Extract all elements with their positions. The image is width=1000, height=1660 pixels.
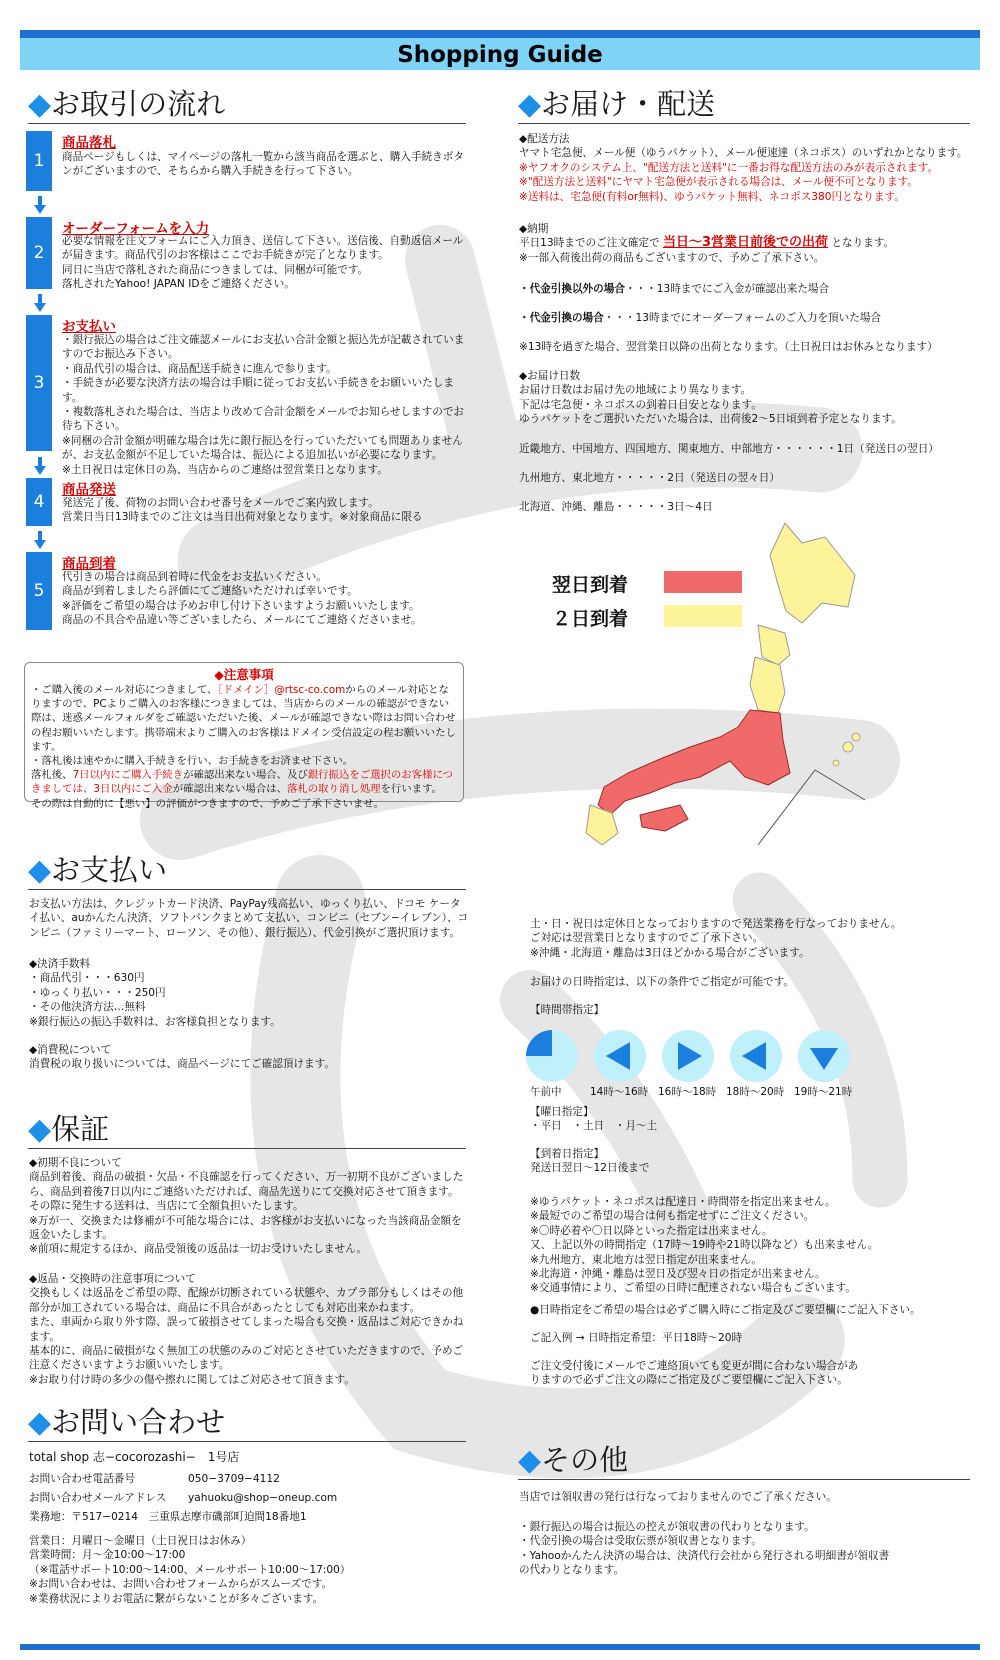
time-slot-pie-mark [526, 1030, 552, 1056]
flow-heading-text: お取引の流れ [51, 87, 226, 121]
notice-domain: ［ドメイン］@rtsc-co.com [217, 684, 346, 696]
notice-text: が確認出来ない場合、及び [183, 769, 308, 782]
other-receipt-list: ・銀行振込の場合は振込の控えが領収書の代わりとなります。 ・代金引換の場合は受取伝票が領収書となります。 ・Yahooかんたん決済の場合は、決済代行会社から発行される明細書が領収書の代わりとなります。 [519, 1521, 890, 1577]
warranty-return [29, 1272, 469, 1387]
other-heading [518, 1442, 970, 1480]
day-text: ・平日 ・土日 ・月〜土 [530, 1120, 658, 1133]
diamond-icon: ◆ [28, 1405, 52, 1440]
delivery-heading-text: お届け・配送 [541, 87, 716, 121]
top-bar [20, 30, 980, 38]
step-number: 3 [26, 315, 52, 451]
time-slot-label: 18時〜20時 [726, 1086, 785, 1098]
notice-red: 7日以内にご購入手続き [72, 769, 184, 782]
warranty-heading-text: 保証 [51, 1112, 110, 1146]
method-title: ◆配送方法 [519, 133, 570, 145]
step-number: 4 [26, 478, 52, 526]
time-slot-label: 16時〜18時 [658, 1086, 717, 1098]
flow-step-5 [26, 552, 466, 630]
schedule-example: ご記入例 → 日時指定希望：平日18時〜20時 [530, 1332, 743, 1344]
flow-step-3 [26, 315, 466, 476]
bottom-bar [20, 1644, 980, 1650]
diamond-icon: ◆ [518, 1443, 542, 1478]
diamond-icon: ◆ [28, 853, 52, 888]
notice-text: からのメール対応となりますので、PCよりご購入のお客様につきましては、当店からのメールの確認ができない際は、迷惑メールフォルダをご確認いただいた後、メールが確認できない際はお問い合わせの程お願いいたします。携帯端末よりご購入のお客様はドメイン受信設定の程お願いいたします。 ・落札後は速やかに購入手続きを行い、お手続きをお済ませ下さい。 落札後、 [31, 684, 456, 782]
warranty-initial [29, 1156, 469, 1257]
other-heading-text: その他 [541, 1443, 629, 1477]
down-arrow-icon [34, 196, 46, 214]
step-text: 必要な情報を注文フォームにご入力頂き、送信して下さい。送信後、自動返信メールが届きます。商品代引のお客様はここでお手続きが完了となります。 同日に当店で落札された商品につきましては、同梱が可能です。 落札されたYahoo! JAPAN IDをご連絡ください。 [62, 235, 464, 291]
warranty-b2: 交換もしくは返品をご希望の際、配線が切断されている状態や、カプラ部分もしくはその他部分が加工されている場合は、商品に不具合があったとしても対応出来かねます。 また、車両から取り外す際、誤って破損させてしまった場合も交換・返品はご対応できかねます。 基本的に、商品に破損がなく無加工の状態のみのご対応とさせていただきますので、予めご注意くださいますようお願いいたします。 ※お取り付け時の多少の傷や擦れに関してはご対応させて頂きます。 [29, 1287, 464, 1386]
step-title: 商品発送 [62, 482, 116, 498]
schedule-conditions: お届けの日時指定は、以下の条件でご指定が可能です。 [530, 976, 794, 988]
method-text: ヤマト宅急便、メール便（ゆうパケット）、メール便速達（ネコポス）のいずれかとなります。 [519, 147, 968, 160]
cod-other-text: ・・・13時までにご入金が確認出来た場合 [624, 283, 830, 295]
days-title: ◆お届け日数 [519, 370, 581, 382]
step-number: 2 [26, 217, 52, 289]
region-3: 北海道、沖縄、離島・・・・・3日〜4日 [519, 501, 713, 513]
schedule-intro: 土・日・祝日は定休日となっておりますので発送業務を行なっておりません。 ご対応は翌営業日となりますのでご了承下さい。 ※沖縄・北海道・離島は3日ほどかかる場合がございます。 [530, 918, 902, 959]
payment-fees [29, 957, 469, 1029]
notice-title: ◆注意事項 [214, 667, 274, 682]
time-slot-label: 午前中 [530, 1086, 562, 1098]
lead-text: となります。 [831, 237, 895, 250]
tel-number: 050−3709−4112 [188, 1473, 280, 1485]
notice-red: 銀行振込をご選択のお客様につきましては、3日以内にご入金 [31, 769, 454, 796]
after13-note: ※13時を過ぎた場合、翌営業日以降の出荷となります。（土日祝日はお休みとなります） [519, 341, 938, 353]
flow-step-4 [26, 478, 466, 526]
business-hours: 営業日：月曜日〜金曜日（土日祝日はお休み） 営業時間：月〜金10:00〜17:00 （※電話サポート10:00〜14:00、メールサポート10:00〜17:00） ※お問い合わせは、お問い合わせフォームからがスムーズです。 ※業務状況によりお電話に繋がらないことが多々ございます。 [29, 1535, 351, 1605]
japan-map [580, 515, 870, 845]
delivery-heading [518, 86, 970, 124]
diamond-icon: ◆ [518, 87, 542, 122]
pie-chart-row [524, 1028, 854, 1084]
notice-text: を行います。 その際は自動的に【悪い】の評価がつきますので、予めご了承下さいませ。 [31, 783, 443, 810]
warranty-heading [28, 1111, 466, 1149]
business-address: 業務地：〒517−0214 三重県志摩市磯部町迫間18番地1 [29, 1511, 307, 1523]
notice-text: ・ご購入後のメール対応につきまして、 [31, 684, 218, 696]
step-title: 商品落札 [62, 135, 116, 151]
region-1: 近畿地方、中国地方、四国地方、関東地方、中部地方・・・・・・1日（発送日の翌日） [519, 443, 939, 455]
diamond-icon: ◆ [28, 1112, 52, 1147]
schedule-receipt-note: ご注文受付後にメールでご連絡頂いても変更が間に合わない場合がありますので必ずご注文の際にご指定及びご要望欄にご記入下さい。 [530, 1360, 859, 1387]
notice-text: が確認出来ない場合は、 [172, 783, 287, 796]
delivery-method [519, 132, 969, 204]
warranty-t2: ◆返品・交換時の注意事項について [29, 1273, 196, 1285]
time-slot-label: 19時〜21時 [794, 1086, 853, 1098]
time-slot-icons [524, 1028, 854, 1098]
schedule-bullet: ●日時指定をご希望の場合は必ずご購入時にご指定及びご要望欄にご記入下さい。 [530, 1304, 921, 1316]
diamond-icon: ◆ [28, 87, 52, 122]
cod-label: ・代金引換の場合 [519, 312, 604, 324]
step-text: 商品ページもしくは、マイページの落札一覧から該当商品を選ぶと、購入手続きボタンがございますので、そちらから購入手続きを行って下さい。 [62, 151, 464, 178]
legend-next-day-label: 翌日到着 [552, 574, 629, 596]
mail-address[interactable]: yahuoku@shop−oneup.com [188, 1492, 338, 1504]
cod-other-line [519, 282, 969, 296]
step-number: 5 [26, 552, 52, 630]
fee-title: ◆決済手数料 [29, 958, 91, 970]
tel-label: お問い合わせ電話番号 [29, 1473, 135, 1485]
flow-step-2 [26, 217, 466, 289]
step-title: お支払い [62, 319, 116, 335]
arrive-text: 発送日翌日〜12日後まで [530, 1162, 650, 1175]
region-2: 九州地方、東北地方・・・・・2日（発送日の翌々日） [519, 472, 780, 484]
method-red: ※ヤフオクのシステム上、"配送方法と送料"に一番お得な配送方法のみが表示されます。 ※"配送方法と送料"にヤマト宅急便が表示される場合は、メール便不可となります。 ※送料は、宅急便(有料or無料)、ゆうパケット無料、ネコポス380円となります。 [519, 161, 938, 203]
shop-name: total shop 志−cocorozashi− 1号店 [29, 1450, 240, 1464]
payment-tax [29, 1043, 469, 1072]
mail-label: お問い合わせメールアドレス [29, 1492, 167, 1504]
arrive-title: 【到着日指定】 [530, 1148, 605, 1160]
notice-red: 落札の取り消し処理 [287, 783, 381, 796]
fee-text: ・商品代引・・・630円 ・ゆっくり払い・・・250円 ・その他決済方法…無料 ※銀行振込の振込手数料は、お客様負担となります。 [29, 972, 281, 1028]
days-text: お届け日数はお届け先の地域により異なります。 下記は宅急便・ネコポスの到着日目安となります。 ゆうパケットをご選択いただいた場合は、出荷後2〜5日頃到着予定となります。 [519, 384, 902, 426]
time-slot-label: 14時〜16時 [590, 1086, 649, 1098]
cod-text: ・・・13時までにオーダーフォームのご入力を頂いた場合 [603, 312, 882, 324]
step-title: 商品到着 [62, 556, 116, 572]
arrival-spec [530, 1147, 970, 1176]
warranty-t1: ◆初期不良について [29, 1157, 122, 1169]
legend-2day-label: ２日到着 [552, 608, 629, 630]
schedule-notes: ※ゆうパケット・ネコポスは配達日・時間帯を指定出来ません。 ※最短でのご希望の場合は何も指定せずにご注文ください。 ※〇時必着や〇日以降といった指定は出来ません。 又、上記以外の時間指定（17時〜19時や21時以降など）も出来ません。 ※九州地方、東北地方は翌日指定が出来ません。 ※北海道・沖縄・離島は翌日及び翌々日の指定が出来ません。 ※交通事情により、ご希望の日時に配達されない場合もございます。 [530, 1196, 879, 1295]
legend-2day-swatch [664, 605, 742, 627]
delivery-lead [519, 222, 969, 265]
down-arrow-icon [34, 294, 46, 312]
step-title: オーダーフォームを入力 [62, 221, 210, 237]
time-slot-title: 【時間帯指定】 [530, 1004, 605, 1016]
tax-text: 消費税の取り扱いについては、商品ページにてご確認頂けます。 [29, 1058, 335, 1071]
notice-box [24, 662, 464, 810]
step-text: 代引きの場合は商品到着時に代金をお支払いください。 商品が到着しましたら評価にてご連絡いただければ幸いです。 ※評価をご希望の場合は予めお申し付け下さいますようお願いいたします。 商品の不具合や品違い等ございましたら、メールにてご連絡くださいませ。 [62, 571, 422, 627]
step-text: 発送完了後、荷物のお問い合わせ番号をメールでご案内致します。 営業日当日13時までのご注文は当日出荷対象となります。※対象商品に限る [62, 497, 423, 524]
cod-line [519, 311, 969, 325]
cod-other-label: ・代金引換以外の場合 [519, 283, 625, 295]
payment-heading [28, 852, 466, 890]
warranty-b1: 商品到着後、商品の破損・欠品・不良確認を行ってください、万一初期不良がございましたら、商品到着後7日以内にご連絡いただければ、商品先送りにて交換対応させて頂きます。 その際に発生する送料は、当店にて全額負担いたします。 ※万が一、交換または修補が不可能な場合には、お客様がお支払いになった当該商品金額を返金いたします。 ※前項に規定するほか、商品受領後の返品は一切お受けいたしません。 [29, 1171, 464, 1256]
legend-next-day-swatch [664, 571, 742, 593]
notice-body [31, 683, 457, 811]
tax-title: ◆消費税について [29, 1044, 112, 1056]
weekday-spec [530, 1105, 970, 1134]
day-title: 【曜日指定】 [530, 1106, 594, 1118]
payment-methods: お支払い方法は、クレジットカード決済、PayPay残高払い、ゆっくり払い、ドコモ ケータイ払い、auかんたん決済、ソフトバンクまとめて支払い、コンビニ（セブン−イレブン）、コンビニ（ファミリーマート、ローソン、その他）、銀行振込）、代金引換がご選択頂けます。 [29, 898, 469, 939]
flow-step-1 [26, 131, 466, 191]
contact-heading-text: お問い合わせ [51, 1405, 226, 1439]
step-text: ・銀行振込の場合はご注文確認メールにお支払い合計金額と振込先が記載されていますのでお振込み下さい。 ・商品代引の場合は、商品配送手続きに進んで参ります。 ・手続きが必要な決済方法の場合は手順に従ってお支払い手続きをお願いいたします。 ・複数落札された場合は、当店より改めて合計金額をメールでお知らせしますのでお待ち下さい。 ※同梱の合計金額が明確な場合は先に銀行振込を行っていただいても問題ありませんが、お支払金額が不足していた場合は、振込による追加払いが必要になります。 ※土日祝日は定休日の為、当店からのご連絡は翌営業日となります。 [62, 334, 465, 476]
lead-note: ※一部入荷後出荷の商品もございますので、予めご了承下さい。 [519, 251, 825, 264]
contact-heading [28, 1404, 466, 1442]
page-title: Shopping Guide [20, 38, 980, 70]
step-number: 1 [26, 131, 52, 191]
payment-heading-text: お支払い [51, 853, 168, 887]
lead-title: ◆納期 [519, 223, 549, 235]
down-arrow-icon [34, 457, 46, 475]
down-arrow-icon [34, 531, 46, 549]
other-receipt: 当店では領収書の発行は行なっておりませんのでご了承ください。 [519, 1491, 837, 1503]
lead-highlight: 当日〜3営業日前後での出荷 [662, 235, 829, 251]
flow-heading [28, 86, 466, 124]
delivery-days [519, 369, 969, 427]
lead-text: 平日13時までのご注文確定で [519, 237, 660, 250]
